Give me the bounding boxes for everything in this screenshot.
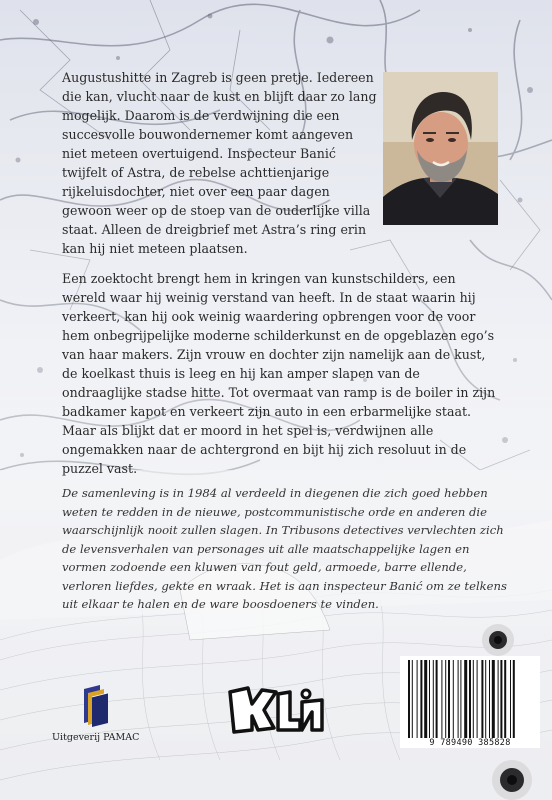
bullet-hole-bottom: [492, 760, 532, 800]
blurb-paragraph-1: Augustushitte in Zagreb is geen pretje. Iedereen die kan, vlucht naar de kust en blijft daar zo lang mogelijk. Daarom is de verdwijning die een succesvolle bouwondernemer komt aangeven niet meteen overtuigend. Inspecteur Banić twijfelt of Astra, de rebelse achttienjarige rijkeluisdochter, niet over een paar dagen gewoon weer op de stoep van de ouderlijke villa staat. Alleen de dreigbrief met Astra’s ring erin kan hij niet meteen plaatsen.: [62, 70, 377, 256]
stacked-books-icon: [78, 683, 118, 727]
publisher-name: Uitgeverij PAMAC: [52, 732, 140, 743]
isbn-barcode: [400, 656, 540, 740]
blurb-paragraph-2: Een zoektocht brengt hem in kringen van kunstschilders, een wereld waar hij weinig verstand van heeft. In de staat waarin hij verkeert, kan hij ook weinig waardering opbrengen voor de voor hem onbegrijpelijke moderne schilderkunst en de opgeblazen ego’s van haar makers. Zijn vrouw en dochter zijn namelijk aan de kust, de koelkast thuis is leeg en hij kan amper slapen van de ondraaglijke stadse hitte. Tot overmaat van ramp is de boiler in zijn badkamer kapot en verkeert zijn auto in een erbarmelijke staat. Maar als blijkt dat er moord in het spel is, verdwijnen alle ongemakken naar de achtergrond en bijt hij zich resoluut in de puzzel vast.: [62, 271, 496, 476]
bullet-hole-top: [482, 624, 514, 656]
blurb-paragraph-3: De samenleving is in 1984 al verdeeld in diegenen die zich goed hebben weten te redden in de nieuwe, postcommunistische orde en anderen die waarschijnlijk nooit zullen slagen. In Tribusons detectives vervlechten zich de levensverhalen van personages uit alle maatschappelijke lagen en vormen zodoende een kluwen van fout geld, armoede, barre ellende, verloren liefdes, gekte en wraak. Het is aan inspecteur Banić om ze telkens uit elkaar te halen en de ware boosdoeners te vinden.: [62, 486, 507, 611]
isbn-number: 9 789490 385828: [400, 738, 540, 748]
author-portrait: [383, 72, 498, 225]
klin-logo: [226, 684, 326, 736]
